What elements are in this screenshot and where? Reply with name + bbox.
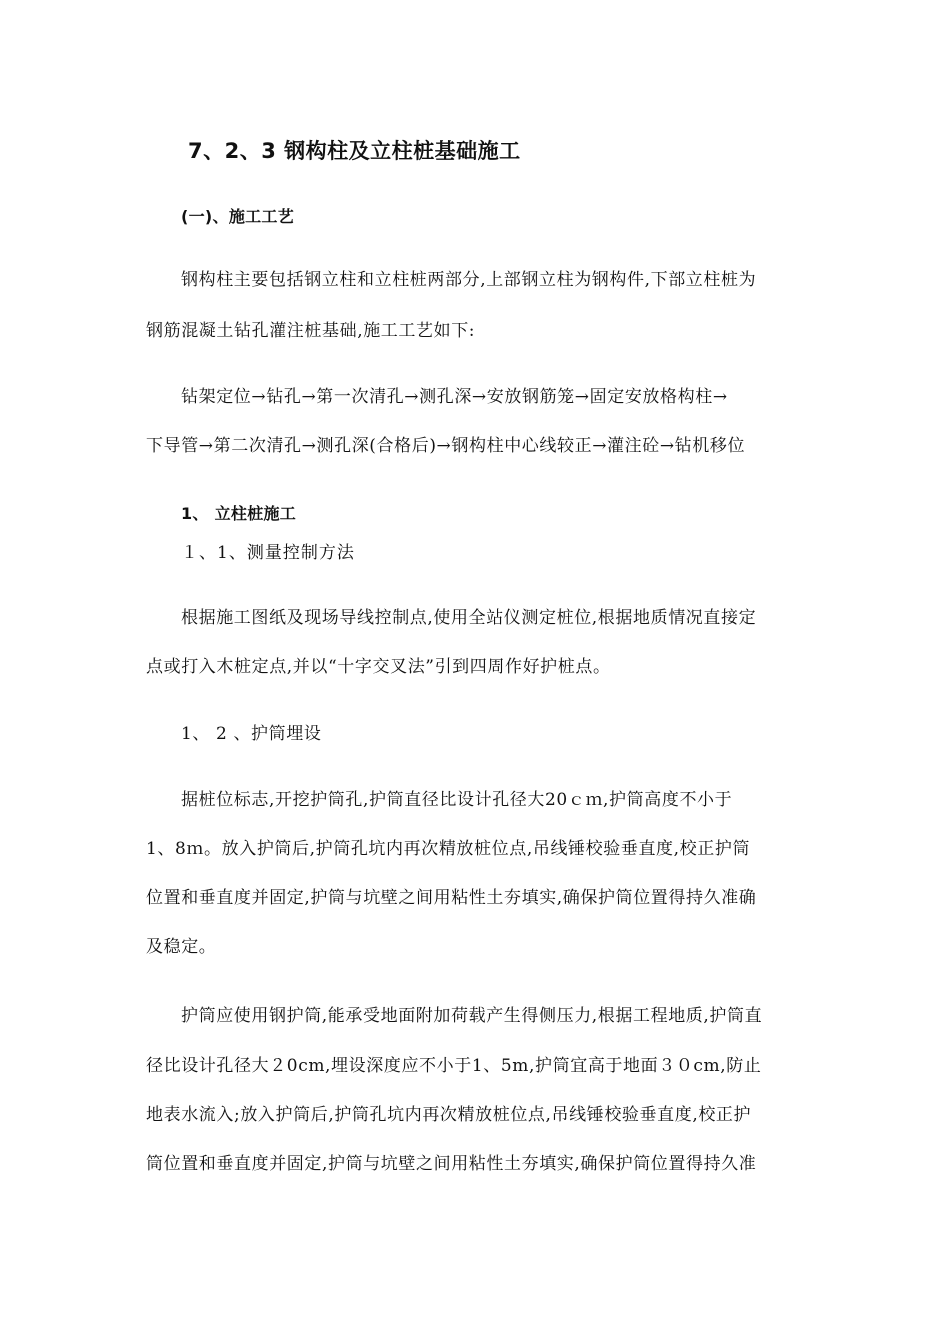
paragraph-line: 钢筋混凝土钻孔灌注桩基础,施工工艺如下: bbox=[146, 321, 476, 341]
process-flow-line: 下导管→第二次清孔→测孔深(合格后)→钢构柱中心线较正→灌注砼→钻机移位 bbox=[146, 436, 746, 456]
paragraph-line: 筒位置和垂直度并固定,护筒与坑壁之间用粘性土夯填实,确保护筒位置得持久准 bbox=[146, 1154, 757, 1174]
section-title: 7、2、3 钢构柱及立柱桩基础施工 bbox=[188, 139, 521, 163]
paragraph-line: 地表水流入;放入护筒后,护筒孔坑内再次精放桩位点,吊线锤校验垂直度,校正护 bbox=[146, 1105, 752, 1125]
paragraph-line: 及稳定。 bbox=[146, 937, 217, 957]
heading-pile-construction: 1、 立柱桩施工 bbox=[181, 504, 297, 523]
paragraph-line: 位置和垂直度并固定,护筒与坑壁之间用粘性土夯填实,确保护筒位置得持久准确 bbox=[146, 888, 757, 908]
process-flow-line: 钻架定位→钻孔→第一次清孔→测孔深→安放钢筋笼→固定安放格构柱→ bbox=[181, 387, 728, 407]
paragraph-line: 径比设计孔径大２0cm,埋设深度应不小于1、5m,护筒宜高于地面３０cm,防止 bbox=[146, 1056, 762, 1076]
paragraph-line: 点或打入木桩定点,并以“十字交叉法”引到四周作好护桩点。 bbox=[146, 657, 611, 677]
heading-survey-method: １、1、测量控制方法 bbox=[181, 543, 355, 563]
paragraph-line: 根据施工图纸及现场导线控制点,使用全站仪测定桩位,根据地质情况直接定 bbox=[181, 608, 757, 628]
subsection-title: (一)、施工工艺 bbox=[181, 207, 295, 226]
paragraph-line: 钢构柱主要包括钢立柱和立柱桩两部分,上部钢立柱为钢构件,下部立柱桩为 bbox=[181, 270, 757, 290]
paragraph-line: 1、8ｍ。放入护筒后,护筒孔坑内再次精放桩位点,吊线锤校验垂直度,校正护筒 bbox=[146, 839, 751, 859]
paragraph-line: 据桩位标志,开挖护筒孔,护筒直径比设计孔径大20ｃｍ,护筒高度不小于 bbox=[181, 790, 733, 810]
heading-casing-installation: 1、 2 、护筒埋设 bbox=[181, 724, 322, 744]
paragraph-line: 护筒应使用钢护筒,能承受地面附加荷载产生得侧压力,根据工程地质,护筒直 bbox=[181, 1006, 763, 1026]
